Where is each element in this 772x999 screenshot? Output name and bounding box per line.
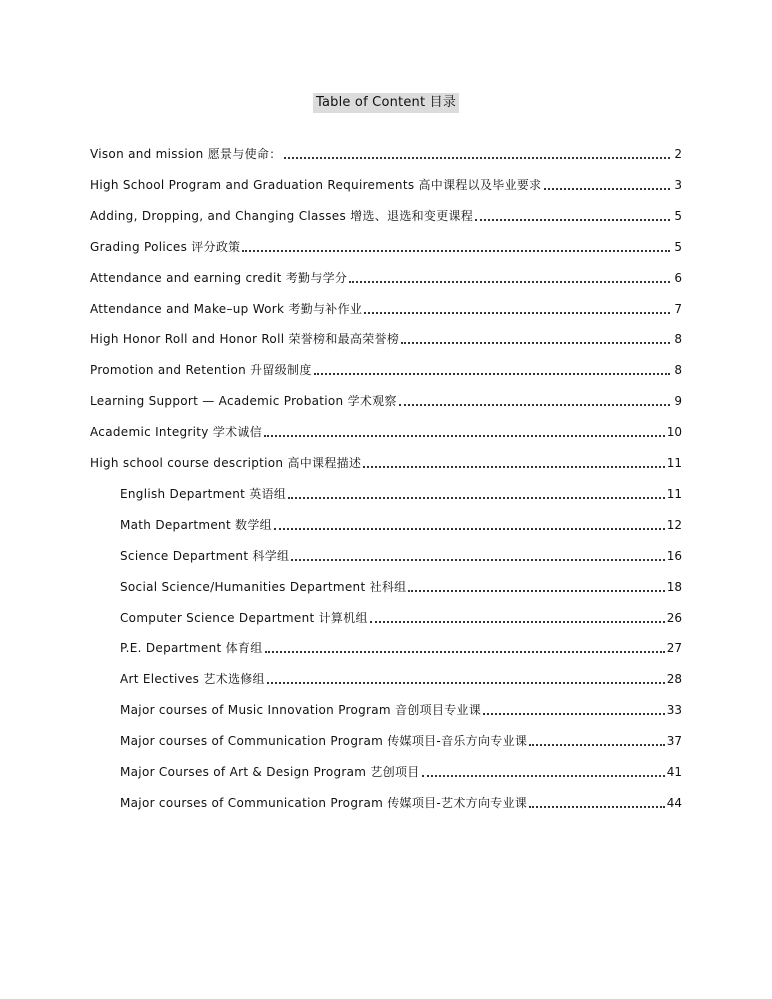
toc-entry[interactable] xyxy=(90,143,682,163)
toc-entry[interactable] xyxy=(90,267,682,287)
toc-entry[interactable] xyxy=(90,390,682,410)
toc-entry[interactable] xyxy=(120,576,682,596)
toc-entry-label: P.E. Department 体育组 xyxy=(120,641,263,656)
toc-entry-label: High school course description 高中课程描述 xyxy=(90,456,362,470)
toc-entry-label: Computer Science Department 计算机组 xyxy=(120,610,368,625)
toc-entry[interactable] xyxy=(120,792,682,812)
toc-entry-page-number: 12 xyxy=(666,517,682,532)
toc-entry-page-number: 10 xyxy=(666,425,682,440)
toc-entry-label: Learning Support — Academic Probation 学术观察 xyxy=(90,394,397,409)
dot-leader xyxy=(242,250,670,252)
toc-entry-page-number: 44 xyxy=(666,795,682,810)
toc-entry[interactable] xyxy=(90,205,682,225)
toc-entry[interactable] xyxy=(120,668,682,688)
dot-leader xyxy=(422,775,665,777)
dot-leader xyxy=(408,590,664,592)
dot-leader xyxy=(399,404,670,406)
dot-leader xyxy=(284,157,670,159)
dot-leader xyxy=(291,559,664,561)
toc-entry-page-number: 26 xyxy=(666,610,682,625)
toc-entry-label: Grading Polices 评分政策 xyxy=(90,239,241,254)
toc-entry-page-number: 2 xyxy=(674,147,682,161)
toc-entry[interactable] xyxy=(120,607,682,627)
dot-leader xyxy=(314,373,670,375)
toc-entry-label: English Department 英语组 xyxy=(120,486,287,501)
toc-entry-page-number: 11 xyxy=(666,456,682,470)
toc-entry[interactable] xyxy=(90,328,682,348)
dot-leader xyxy=(288,497,665,499)
toc-entry-page-number: 5 xyxy=(674,239,682,254)
toc-entry[interactable] xyxy=(120,699,682,719)
dot-leader xyxy=(401,342,670,344)
toc-entry-label: Major courses of Communication Program 传媒项目-音乐方向专业课 xyxy=(120,734,528,749)
title-container xyxy=(0,91,772,113)
dot-leader xyxy=(264,435,665,437)
dot-leader xyxy=(370,621,665,623)
toc-entry[interactable] xyxy=(120,483,682,503)
toc-entry-page-number: 7 xyxy=(674,301,682,316)
dot-leader xyxy=(483,713,665,715)
toc-entry-label: Math Department 数学组 xyxy=(120,517,272,532)
toc-entry-page-number: 16 xyxy=(666,548,682,563)
toc-entry[interactable] xyxy=(120,637,682,657)
toc-entry-page-number: 18 xyxy=(666,579,682,594)
toc-entry[interactable] xyxy=(90,174,682,194)
dot-leader xyxy=(363,466,664,468)
toc-entry-page-number: 27 xyxy=(666,641,682,656)
toc-entry-label: Adding, Dropping, and Changing Classes 增选、退选和变更课程 xyxy=(90,208,474,223)
toc-entry[interactable] xyxy=(90,452,682,472)
dot-leader xyxy=(529,806,665,808)
dot-leader xyxy=(475,219,670,221)
toc-entry-page-number: 8 xyxy=(674,363,682,378)
toc-entry-page-number: 6 xyxy=(674,270,682,285)
toc-entry-label: Promotion and Retention 升留级制度 xyxy=(90,363,312,378)
toc-entry[interactable] xyxy=(120,730,682,750)
toc-entry-page-number: 37 xyxy=(666,734,682,749)
toc-entry-page-number: 8 xyxy=(674,332,682,347)
toc-entry[interactable] xyxy=(90,359,682,379)
dot-leader xyxy=(267,682,665,684)
toc-entry-label: Major Courses of Art & Design Program 艺创项目 xyxy=(120,765,420,779)
toc-entry-page-number: 11 xyxy=(666,486,682,501)
dot-leader xyxy=(265,651,665,653)
toc-entry-label: Science Department 科学组 xyxy=(120,548,290,563)
toc-entry[interactable] xyxy=(90,298,682,318)
dot-leader xyxy=(349,281,670,283)
dot-leader xyxy=(364,312,670,314)
toc-entry-label: Academic Integrity 学术诚信 xyxy=(90,425,263,440)
toc-title: Table of Content 目录 xyxy=(313,93,459,113)
dot-leader xyxy=(529,744,665,746)
toc-entry-label: Vison and mission 愿景与使命： xyxy=(90,147,282,161)
toc-entry-page-number: 33 xyxy=(666,703,682,718)
toc-entry-label: High School Program and Graduation Requirements 高中课程以及毕业要求 xyxy=(90,177,542,192)
toc-entry-label: Attendance and Make–up Work 考勤与补作业 xyxy=(90,301,363,316)
toc-entry-page-number: 3 xyxy=(674,177,682,192)
toc-entry-label: Social Science/Humanities Department 社科组 xyxy=(120,579,407,594)
dot-leader xyxy=(274,528,665,530)
toc-entry-label: Major courses of Music Innovation Program 音创项目专业课 xyxy=(120,703,482,718)
toc-entry[interactable] xyxy=(120,545,682,565)
toc-entry-label: High Honor Roll and Honor Roll 荣誉榜和最高荣誉榜 xyxy=(90,332,400,347)
toc-entry-page-number: 41 xyxy=(666,765,682,779)
toc-entry[interactable] xyxy=(90,236,682,256)
toc-entry[interactable] xyxy=(120,514,682,534)
toc-entry[interactable] xyxy=(120,761,682,781)
toc-entry-label: Art Electives 艺术选修组 xyxy=(120,672,265,687)
toc-entry-label: Attendance and earning credit 考勤与学分 xyxy=(90,270,348,285)
toc-entry-page-number: 9 xyxy=(674,394,682,409)
dot-leader xyxy=(544,188,671,190)
toc-entry-page-number: 5 xyxy=(674,208,682,223)
toc-entry[interactable] xyxy=(90,421,682,441)
toc-entry-label: Major courses of Communication Program 传媒项目-艺术方向专业课 xyxy=(120,795,528,810)
toc-entry-page-number: 28 xyxy=(666,672,682,687)
